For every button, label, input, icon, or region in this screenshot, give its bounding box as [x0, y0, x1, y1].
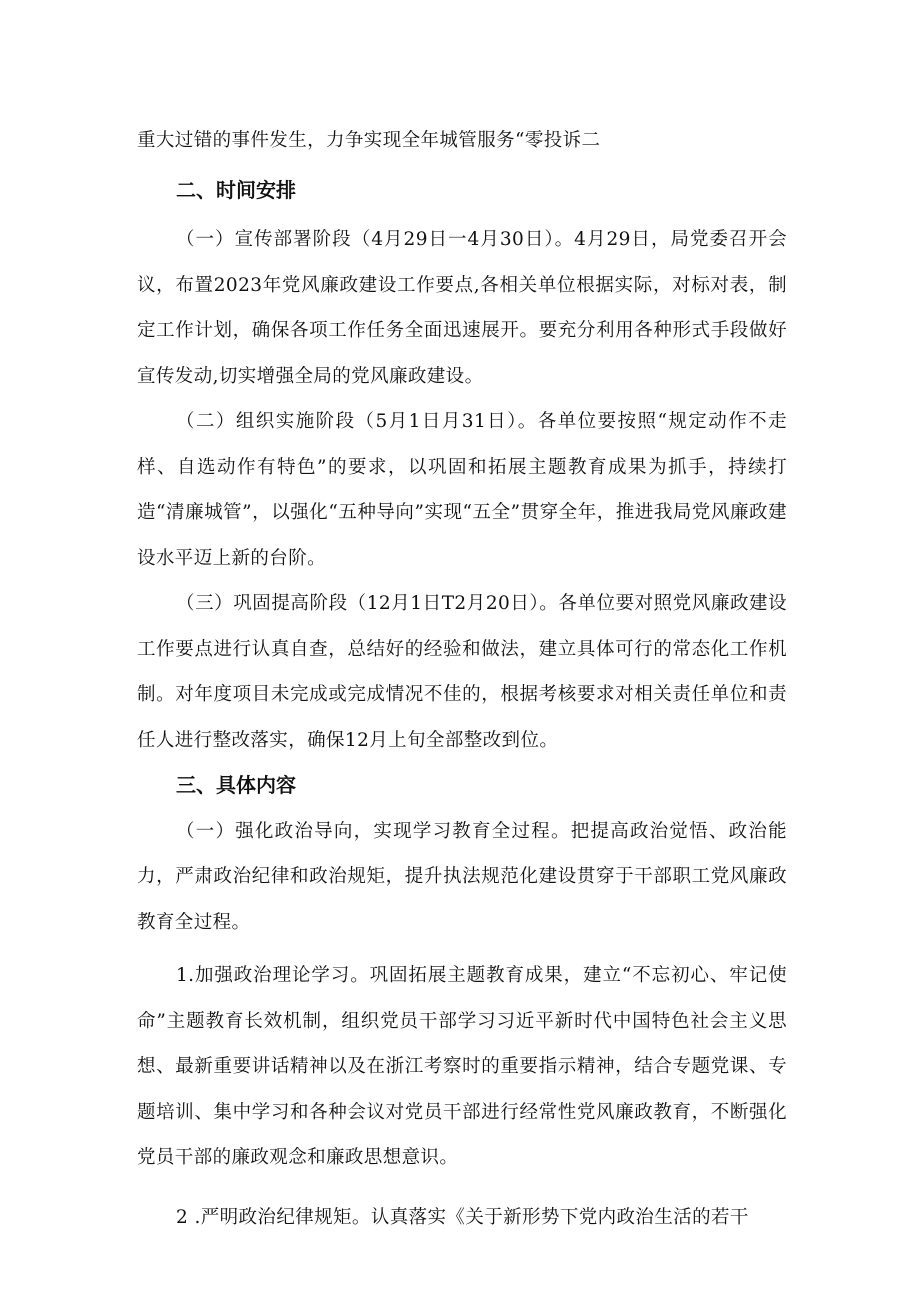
continuation-paragraph: 重大过错的事件发生，力争实现全年城管服务“零投诉二: [137, 130, 601, 151]
section-2-paragraph-2: （二）组织实施阶段（5月1日月31日）。各单位要按照“规定动作不走样、自选动作有特色”的要求，以巩固和拓展主题教育成果为抓手，持续打造“清廉城管”，以强化“五种导向”实现“五全”贯穿全年，推进我局党风廉政建设水平迈上新的台阶。: [137, 411, 787, 569]
section-3-heading: 三、具体内容: [176, 773, 296, 797]
section-2-paragraph-3: （三）巩固提高阶段（12月1日T2月20日）。各单位要对照党风廉政建设工作要点进行认真自查，总结好的经验和做法，建立具体可行的常态化工作机制。对年度项目未完成或完成情况不佳的，根据考核要求对相关责任单位和责任人进行整改落实，确保12月上旬全部整改到位。: [137, 593, 787, 751]
section-3-paragraph-1: （一）强化政治导向，实现学习教育全过程。把提高政治觉悟、政治能力，严肃政治纪律和政治规矩，提升执法规范化建设贯穿于干部职工党风廉政教育全过程。: [137, 820, 787, 933]
section-2-heading: 二、时间安排: [176, 177, 296, 202]
section-3-item-1: 1.加强政治理论学习。巩固拓展主题教育成果，建立“不忘初心、牢记使命”主题教育长效机制，组织党员干部学习习近平新时代中国特色社会主义思想、最新重要讲话精神以及在浙江考察时的重要指示精神，结合专题党课、专题培训、集中学习和各种会议对党员干部进行经常性党风廉政教育，不断强化党员干部的廉政观念和廉政思想意识。: [137, 965, 787, 1168]
section-2-paragraph-1: （一）宣传部署阶段（4月29日一4月30日）。4月29日，局党委召开会议，布置2023年党风廉政建设工作要点,各相关单位根据实际，对标对表，制定工作计划，确保各项工作任务全面迅速展开。要充分利用各种形式手段做好宣传发动,切实增强全局的党风廉政建设。: [137, 229, 787, 387]
document-body: [137, 118, 787, 1240]
section-3-item-2: 2 .严明政治纪律规矩。认真落实《关于新形势下党内政治生活的若干: [176, 1206, 749, 1228]
